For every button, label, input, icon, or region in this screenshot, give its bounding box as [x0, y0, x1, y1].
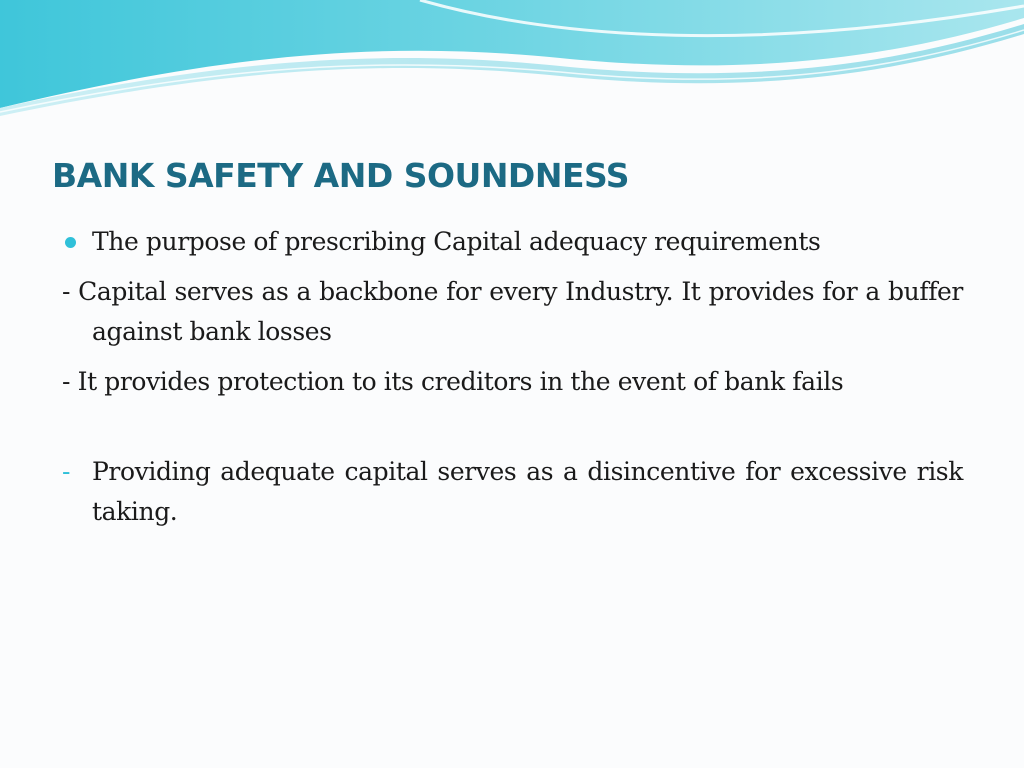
list-item — [62, 362, 963, 402]
dash-item-text: Providing adequate capital serves as a disincentive for excessive risk taking. — [92, 457, 963, 526]
header-wave-decoration — [0, 0, 1024, 130]
list-item — [62, 272, 963, 352]
bullet-text: The purpose of prescribing Capital adequacy requirements — [92, 227, 821, 256]
dash-item — [62, 452, 963, 532]
list-item-text: - It provides protection to its creditors in the event of bank fails — [62, 367, 844, 396]
dash-marker: - — [62, 457, 71, 486]
bullet-item — [62, 222, 963, 262]
list-item-text: - Capital serves as a backbone for every Industry. It provides for a buffer against bank losses — [62, 277, 963, 346]
slide-title: BANK SAFETY AND SOUNDNESS — [52, 156, 630, 195]
